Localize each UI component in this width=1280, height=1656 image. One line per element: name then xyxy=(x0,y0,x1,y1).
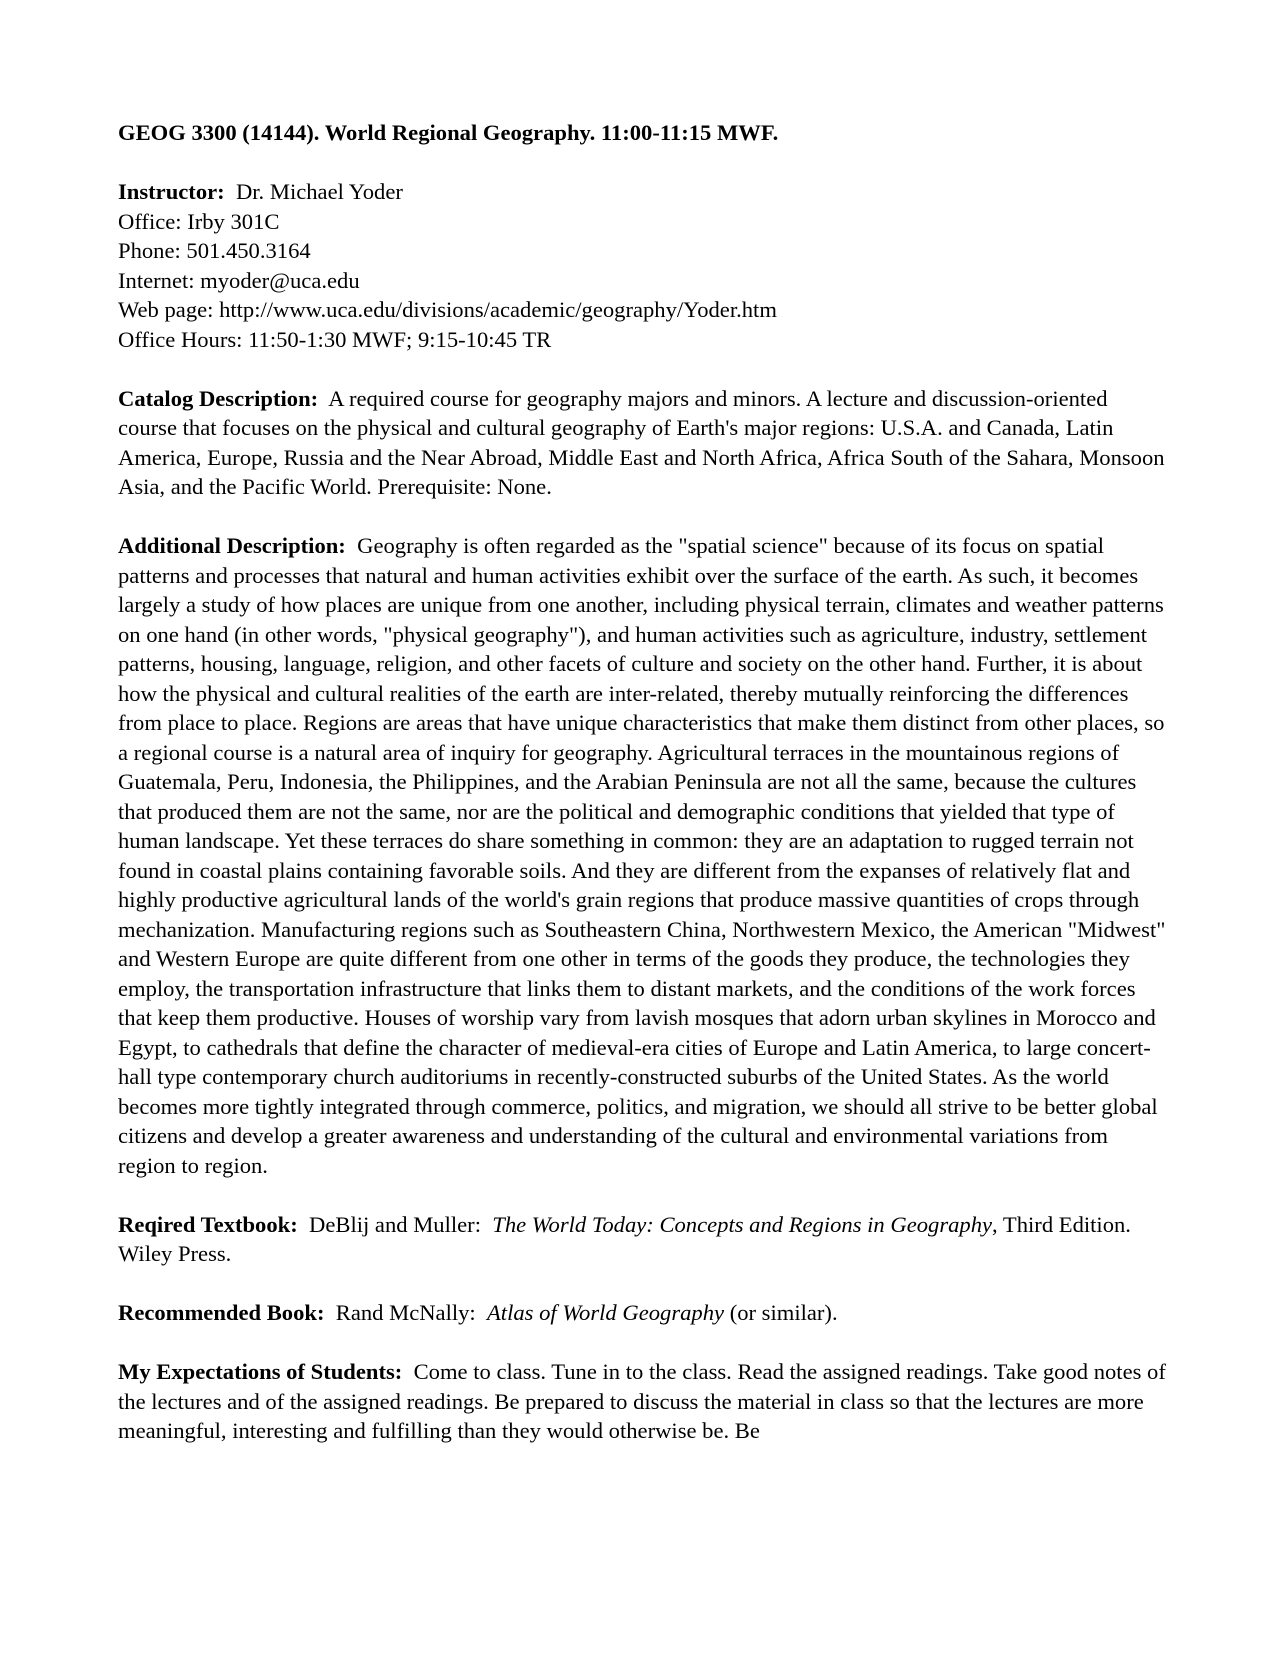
catalog-description-label: Catalog Description: xyxy=(118,385,319,411)
catalog-description xyxy=(118,384,1168,502)
catalog-description-text: A required course for geography majors and minors. A lecture and discussion-oriented course that focuses on the physical and cultural geography of Earth's major regions: U.S.A. and Canada, Latin America, Europe, Russia and the Near Abroad, Middle East and North Africa, Africa South of the Sahara, Monsoon Asia, and the Pacific World. Prerequisite: None. xyxy=(118,385,1165,499)
additional-description-label: Additional Description: xyxy=(118,533,346,558)
phone-line: Phone: 501.450.3164 xyxy=(118,238,311,263)
required-textbook-label: Reqired Textbook: xyxy=(118,1211,298,1237)
additional-description-text: Geography is often regarded as the "spatial science" because of its focus on spatial patterns and processes that natural and human activities exhibit over the surface of the earth. As such, it becomes largely a study of how places are unique from one another, including physical terrain, climates and weather patterns on one hand (in other words, "physical geography"), and human activities such as agriculture, industry, settlement patterns, housing, language, religion, and other facets of culture and society on the other hand. Further, it is about how the physical and cultural realities of the earth are inter-related, thereby mutually reinforcing the differences from place to place. Regions are areas that have unique characteristics that make them distinct from other places, so a regional course is a natural area of inquiry for geography. Agricultural terraces in the mountainous regions of Guatemala, Peru, Indonesia, the Philippines, and the Arabian Peninsula are not all the same, because the cultures that produced them are not the same, nor are the political and demographic conditions that yielded that type of human landscape. Yet these terraces do share something in common: they are an adaptation to rugged terrain not found in coastal plains containing favorable soils. And they are different from the expanses of relatively flat and highly productive agricultural lands of the world's grain regions that produce massive quantities of crops through mechanization. Manufacturing regions such as Southeastern China, Northwestern Mexico, the American "Midwest" and Western Europe are quite different from one other in terms of the goods they produce, the technologies they employ, the transportation infrastructure that links them to distant markets, and the conditions of the work forces that keep them productive. Houses of worship vary from lavish mosques that adorn urban skylines in Morocco and Egypt, to cathedrals that define the character of medieval-era cities of Europe and Latin America, to large concert-hall type contemporary church auditoriums in recently-constructed suburbs of the United States. As the world becomes more tightly integrated through commerce, politics, and migration, we should all strive to be better global citizens and develop a greater awareness and understanding of the cultural and environmental variations from region to region. xyxy=(118,533,1166,1178)
instructor-name: Dr. Michael Yoder xyxy=(235,179,403,204)
expectations-label: My Expectations of Students: xyxy=(118,1359,403,1384)
office-line: Office: Irby 301C xyxy=(118,208,280,234)
office-hours-line: Office Hours: 11:50-1:30 MWF; 9:15-10:45 TR xyxy=(118,326,552,352)
syllabus-page xyxy=(118,118,1168,1475)
additional-description xyxy=(118,531,1168,1180)
instructor-block xyxy=(118,177,1168,354)
recommended-book-publisher: Rand McNally: xyxy=(335,1300,476,1325)
course-header: GEOG 3300 (14144). World Regional Geography. 11:00-11:15 MWF. xyxy=(118,120,779,145)
expectations-text: Come to class. Tune in to the class. Read the assigned readings. Take good notes of the lectures and of the assigned readings. Be prepared to discuss the material in class so that the lectures are more meaningful, interesting and fulfilling than they would otherwise be. Be xyxy=(118,1359,1166,1443)
recommended-book-label: Recommended Book: xyxy=(118,1300,325,1325)
instructor-line xyxy=(118,177,1168,207)
web-page-line: Web page: http://www.uca.edu/divisions/academic/geography/Yoder.htm xyxy=(118,297,777,322)
recommended-book-note: (or similar). xyxy=(729,1300,838,1325)
recommended-book-title: Atlas of World Geography xyxy=(487,1300,725,1325)
instructor-label: Instructor: xyxy=(118,179,225,204)
required-textbook-authors: DeBlij and Muller: xyxy=(309,1211,481,1237)
required-textbook xyxy=(118,1210,1168,1269)
required-textbook-title: The World Today: Concepts and Regions in Geography xyxy=(492,1211,993,1237)
email-line: Internet: myoder@uca.edu xyxy=(118,267,360,293)
recommended-book xyxy=(118,1298,1168,1328)
expectations xyxy=(118,1357,1168,1446)
required-textbook-edition: , Third Edition. Wiley Press. xyxy=(118,1211,1131,1266)
